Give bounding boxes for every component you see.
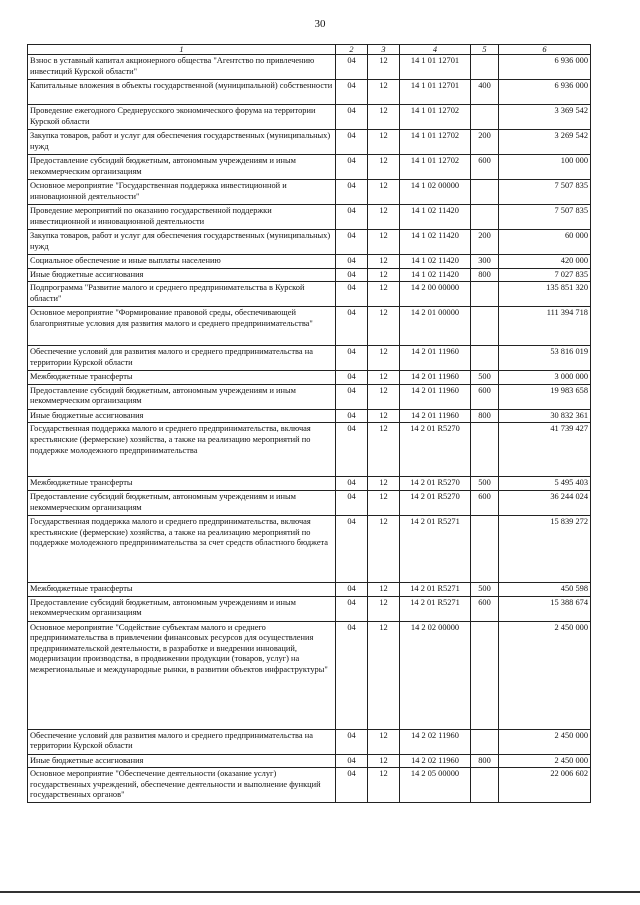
expense-type-cell (471, 729, 499, 754)
table-row (28, 621, 591, 729)
row-name-cell: Основное мероприятие "Государственная поддержка инвестиционной и инновационной деятельности" (28, 180, 336, 205)
row-name-cell: Закупка товаров, работ и услуг для обеспечения государственных (муниципальных) нужд (28, 130, 336, 155)
section-cell: 04 (336, 307, 368, 346)
expense-type-cell (471, 621, 499, 729)
expense-type-cell: 800 (471, 268, 499, 282)
section-cell: 04 (336, 205, 368, 230)
expense-type-cell (471, 180, 499, 205)
subsection-cell: 12 (368, 596, 400, 621)
expense-type-cell: 300 (471, 255, 499, 269)
section-cell: 04 (336, 515, 368, 582)
expense-type-cell: 600 (471, 490, 499, 515)
table-row (28, 477, 591, 491)
target-article-cell: 14 2 01 R5271 (400, 515, 471, 582)
amount-cell: 2 450 000 (499, 729, 591, 754)
expense-type-cell: 500 (471, 582, 499, 596)
amount-cell: 41 739 427 (499, 423, 591, 477)
amount-cell: 3 000 000 (499, 371, 591, 385)
subsection-cell: 12 (368, 477, 400, 491)
target-article-cell: 14 2 01 R5270 (400, 423, 471, 477)
table-row (28, 729, 591, 754)
subsection-cell: 12 (368, 729, 400, 754)
amount-cell: 36 244 024 (499, 490, 591, 515)
amount-cell: 420 000 (499, 255, 591, 269)
expense-type-cell: 600 (471, 155, 499, 180)
table-row (28, 230, 591, 255)
row-name-cell: Основное мероприятие "Обеспечение деятельности (оказание услуг) государственных учреждений, обеспечение деятельности и выполнение функций государственных органов" (28, 768, 336, 803)
subsection-cell: 12 (368, 307, 400, 346)
target-article-cell: 14 1 02 11420 (400, 230, 471, 255)
section-cell: 04 (336, 423, 368, 477)
subsection-cell: 12 (368, 130, 400, 155)
expense-type-cell: 800 (471, 754, 499, 768)
expense-type-cell (471, 105, 499, 130)
target-article-cell: 14 1 02 11420 (400, 205, 471, 230)
row-name-cell: Иные бюджетные ассигнования (28, 268, 336, 282)
row-name-cell: Межбюджетные трансферты (28, 371, 336, 385)
expense-type-cell (471, 282, 499, 307)
subsection-cell: 12 (368, 490, 400, 515)
column-header-4: 4 (400, 45, 471, 55)
target-article-cell: 14 2 01 R5270 (400, 477, 471, 491)
section-cell: 04 (336, 105, 368, 130)
subsection-cell: 12 (368, 80, 400, 105)
column-header-2: 2 (336, 45, 368, 55)
table-row (28, 754, 591, 768)
row-name-cell: Государственная поддержка малого и среднего предпринимательства, включая крестьянские (фермерские) хозяйства, а также на реализацию мероприятий по поддержке молодежного предпринимательства (28, 423, 336, 477)
section-cell: 04 (336, 230, 368, 255)
row-name-cell: Иные бюджетные ассигнования (28, 409, 336, 423)
subsection-cell: 12 (368, 268, 400, 282)
amount-cell: 7 507 835 (499, 180, 591, 205)
section-cell: 04 (336, 596, 368, 621)
budget-table (27, 44, 591, 803)
amount-cell: 15 839 272 (499, 515, 591, 582)
amount-cell: 2 450 000 (499, 621, 591, 729)
section-cell: 04 (336, 180, 368, 205)
target-article-cell: 14 1 01 12701 (400, 80, 471, 105)
target-article-cell: 14 1 02 00000 (400, 180, 471, 205)
row-name-cell: Проведение мероприятий по оказанию государственной поддержки инвестиционной и инновационной деятельности (28, 205, 336, 230)
table-row (28, 307, 591, 346)
subsection-cell: 12 (368, 282, 400, 307)
expense-type-cell (471, 346, 499, 371)
row-name-cell: Межбюджетные трансферты (28, 477, 336, 491)
expense-type-cell (471, 205, 499, 230)
section-cell: 04 (336, 55, 368, 80)
target-article-cell: 14 2 02 11960 (400, 754, 471, 768)
row-name-cell: Предоставление субсидий бюджетным, автономным учреждениям и иным некоммерческим организациям (28, 384, 336, 409)
table-row (28, 346, 591, 371)
table-row (28, 55, 591, 80)
row-name-cell: Обеспечение условий для развития малого и среднего предпринимательства на территории Курской области (28, 346, 336, 371)
row-name-cell: Проведение ежегодного Среднерусского экономического форума на территории Курской области (28, 105, 336, 130)
target-article-cell: 14 1 01 12702 (400, 105, 471, 130)
column-header-3: 3 (368, 45, 400, 55)
amount-cell: 3 369 542 (499, 105, 591, 130)
amount-cell: 22 006 602 (499, 768, 591, 803)
target-article-cell: 14 2 02 11960 (400, 729, 471, 754)
amount-cell: 7 027 835 (499, 268, 591, 282)
section-cell: 04 (336, 255, 368, 269)
row-name-cell: Предоставление субсидий бюджетным, автономным учреждениям и иным некоммерческим организациям (28, 596, 336, 621)
amount-cell: 53 816 019 (499, 346, 591, 371)
section-cell: 04 (336, 477, 368, 491)
page-number: 30 (314, 18, 326, 30)
subsection-cell: 12 (368, 371, 400, 385)
subsection-cell: 12 (368, 582, 400, 596)
table-row (28, 205, 591, 230)
section-cell: 04 (336, 754, 368, 768)
row-name-cell: Предоставление субсидий бюджетным, автономным учреждениям и иным некоммерческим организациям (28, 490, 336, 515)
target-article-cell: 14 2 01 00000 (400, 307, 471, 346)
section-cell: 04 (336, 768, 368, 803)
table-row (28, 80, 591, 105)
target-article-cell: 14 2 01 11960 (400, 346, 471, 371)
amount-cell: 111 394 718 (499, 307, 591, 346)
row-name-cell: Капитальные вложения в объекты государственной (муниципальной) собственности (28, 80, 336, 105)
amount-cell: 7 507 835 (499, 205, 591, 230)
subsection-cell: 12 (368, 754, 400, 768)
amount-cell: 6 936 000 (499, 80, 591, 105)
expense-type-cell: 200 (471, 230, 499, 255)
row-name-cell: Социальное обеспечение и иные выплаты населению (28, 255, 336, 269)
subsection-cell: 12 (368, 621, 400, 729)
section-cell: 04 (336, 282, 368, 307)
amount-cell: 60 000 (499, 230, 591, 255)
expense-type-cell (471, 307, 499, 346)
column-header-6: 6 (499, 45, 591, 55)
target-article-cell: 14 1 01 12702 (400, 155, 471, 180)
table-row (28, 515, 591, 582)
target-article-cell: 14 2 01 11960 (400, 371, 471, 385)
target-article-cell: 14 2 01 R5271 (400, 596, 471, 621)
section-cell: 04 (336, 621, 368, 729)
table-row (28, 180, 591, 205)
row-name-cell: Иные бюджетные ассигнования (28, 754, 336, 768)
expense-type-cell: 400 (471, 80, 499, 105)
subsection-cell: 12 (368, 205, 400, 230)
expense-type-cell (471, 423, 499, 477)
column-header-1: 1 (28, 45, 336, 55)
row-name-cell: Предоставление субсидий бюджетным, автономным учреждениям и иным некоммерческим организациям (28, 155, 336, 180)
table-row (28, 409, 591, 423)
subsection-cell: 12 (368, 55, 400, 80)
expense-type-cell: 600 (471, 384, 499, 409)
section-cell: 04 (336, 130, 368, 155)
row-name-cell: Подпрограмма "Развитие малого и среднего предпринимательства в Курской области" (28, 282, 336, 307)
expense-type-cell (471, 515, 499, 582)
subsection-cell: 12 (368, 423, 400, 477)
expense-type-cell: 800 (471, 409, 499, 423)
amount-cell: 450 598 (499, 582, 591, 596)
section-cell: 04 (336, 371, 368, 385)
subsection-cell: 12 (368, 768, 400, 803)
target-article-cell: 14 2 00 00000 (400, 282, 471, 307)
table-row (28, 490, 591, 515)
table-row (28, 423, 591, 477)
table-row (28, 384, 591, 409)
amount-cell: 100 000 (499, 155, 591, 180)
section-cell: 04 (336, 268, 368, 282)
amount-cell: 19 983 658 (499, 384, 591, 409)
section-cell: 04 (336, 80, 368, 105)
table-row (28, 130, 591, 155)
expense-type-cell: 500 (471, 371, 499, 385)
subsection-cell: 12 (368, 255, 400, 269)
amount-cell: 30 832 361 (499, 409, 591, 423)
section-cell: 04 (336, 490, 368, 515)
amount-cell: 3 269 542 (499, 130, 591, 155)
target-article-cell: 14 1 01 12702 (400, 130, 471, 155)
row-name-cell: Основное мероприятие "Формирование правовой среды, обеспечивающей благоприятные условия для развития малого и среднего предпринимательства" (28, 307, 336, 346)
row-name-cell: Основное мероприятие "Содействие субъектам малого и среднего предпринимательства в привлечении финансовых ресурсов для осуществления предпринимательской деятельности, в разработке и внедрении инноваций, модернизации производства, в продвижении продукции (товаров, услуг) на межрегиональные и международные рынки, в развитии объектов инфраструктуры" (28, 621, 336, 729)
section-cell: 04 (336, 384, 368, 409)
expense-type-cell: 600 (471, 596, 499, 621)
expense-type-cell: 200 (471, 130, 499, 155)
amount-cell: 2 450 000 (499, 754, 591, 768)
target-article-cell: 14 1 02 11420 (400, 268, 471, 282)
table-row (28, 255, 591, 269)
table-row (28, 155, 591, 180)
subsection-cell: 12 (368, 346, 400, 371)
table-header-row (28, 45, 591, 55)
target-article-cell: 14 2 05 00000 (400, 768, 471, 803)
amount-cell: 6 936 000 (499, 55, 591, 80)
expense-type-cell: 500 (471, 477, 499, 491)
section-cell: 04 (336, 409, 368, 423)
target-article-cell: 14 2 01 R5270 (400, 490, 471, 515)
table-row (28, 105, 591, 130)
section-cell: 04 (336, 729, 368, 754)
expense-type-cell (471, 768, 499, 803)
table-row (28, 282, 591, 307)
amount-cell: 5 495 403 (499, 477, 591, 491)
section-cell: 04 (336, 155, 368, 180)
table-row (28, 768, 591, 803)
target-article-cell: 14 1 01 12701 (400, 55, 471, 80)
row-name-cell: Межбюджетные трансферты (28, 582, 336, 596)
subsection-cell: 12 (368, 384, 400, 409)
target-article-cell: 14 2 02 00000 (400, 621, 471, 729)
row-name-cell: Обеспечение условий для развития малого и среднего предпринимательства на территории Курской области (28, 729, 336, 754)
section-cell: 04 (336, 346, 368, 371)
target-article-cell: 14 2 01 11960 (400, 384, 471, 409)
table-body (28, 55, 591, 803)
subsection-cell: 12 (368, 155, 400, 180)
section-cell: 04 (336, 582, 368, 596)
subsection-cell: 12 (368, 230, 400, 255)
row-name-cell: Государственная поддержка малого и среднего предпринимательства, включая крестьянские (фермерские) хозяйства, а также на реализацию мероприятий по поддержке молодежного предпринимательства за счет средств областного бюджета (28, 515, 336, 582)
table-row (28, 268, 591, 282)
row-name-cell: Закупка товаров, работ и услуг для обеспечения государственных (муниципальных) нужд (28, 230, 336, 255)
target-article-cell: 14 2 01 11960 (400, 409, 471, 423)
expense-type-cell (471, 55, 499, 80)
amount-cell: 15 388 674 (499, 596, 591, 621)
subsection-cell: 12 (368, 105, 400, 130)
table-row (28, 582, 591, 596)
target-article-cell: 14 2 01 R5271 (400, 582, 471, 596)
subsection-cell: 12 (368, 180, 400, 205)
column-header-5: 5 (471, 45, 499, 55)
bottom-border-line (0, 891, 640, 893)
row-name-cell: Взнос в уставный капитал акционерного общества "Агентство по привлечению инвестиций Курской области" (28, 55, 336, 80)
amount-cell: 135 851 320 (499, 282, 591, 307)
target-article-cell: 14 1 02 11420 (400, 255, 471, 269)
subsection-cell: 12 (368, 515, 400, 582)
table-row (28, 596, 591, 621)
subsection-cell: 12 (368, 409, 400, 423)
table-row (28, 371, 591, 385)
